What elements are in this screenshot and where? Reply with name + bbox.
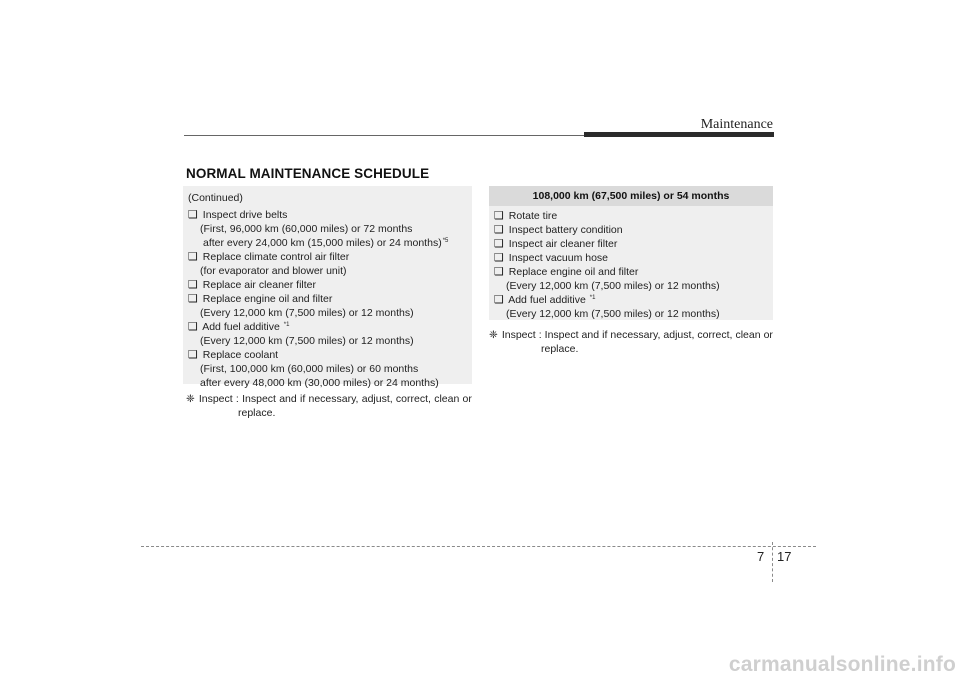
note-text-line: Inspect : Inspect and if necessary, adjust, correct, clean or [501,329,773,341]
list-item [494,251,773,265]
list-item [188,250,472,264]
list-item [494,209,773,223]
list-item [188,208,472,222]
checkbox-icon: ❑ [188,349,198,361]
item-detail: after every 24,000 km (15,000 miles) or 24 months)$^{*5}$ [203,237,449,249]
item-label: Replace coolant [202,349,279,361]
inspect-note-left [186,392,472,420]
item-detail: (for evaporator and blower unit) [200,265,347,277]
page-number: 17 [777,549,792,564]
interval-heading: 108,000 km (67,500 miles) or 54 months [489,186,773,206]
item-detail: (Every 12,000 km (7,500 miles) or 12 months) [200,307,414,319]
checkbox-icon: ❑ [494,224,504,236]
list-item [494,237,773,251]
list-item [494,223,773,237]
note-symbol-icon: ❈ [186,393,195,405]
note-text-continuation: replace. [238,407,276,419]
item-detail: (Every 12,000 km (7,500 miles) or 12 months) [200,335,414,347]
checkbox-icon: ❑ [494,210,504,222]
left-schedule-panel [183,186,472,389]
list-item [188,278,472,292]
note-symbol-icon: ❈ [489,329,498,341]
chapter-number: 7 [757,549,765,564]
item-label: Replace engine oil and filter [508,266,639,278]
list-item [494,265,773,279]
item-label: Add fuel additive [202,321,280,333]
item-label: Add fuel additive [508,294,586,306]
footnote-marker: *1 [589,294,596,301]
item-detail: after every 48,000 km (30,000 miles) or 24 months) [200,377,439,389]
item-label: Rotate tire [508,210,558,222]
note-text-continuation: replace. [541,343,579,355]
watermark: carmanualsonline.info [728,653,956,676]
list-item [188,292,472,306]
continued-label: (Continued) [188,192,243,204]
item-detail: (Every 12,000 km (7,500 miles) or 12 months) [506,280,720,292]
checkbox-icon: ❑ [494,252,504,264]
checkbox-icon: ❑ [494,238,504,250]
footnote-marker: *5 [442,237,449,244]
list-item [494,293,773,307]
list-item [188,320,472,334]
header-rule-thick [584,132,774,137]
item-label: Replace air cleaner filter [202,279,317,291]
item-label: Inspect drive belts [202,209,288,221]
inspect-note-right [489,328,773,356]
item-label: Inspect battery condition [508,224,623,236]
item-label: Inspect vacuum hose [508,252,609,264]
checkbox-icon: ❑ [494,294,504,306]
checkbox-icon: ❑ [188,209,198,221]
footnote-marker: *1 [283,321,290,328]
checkbox-icon: ❑ [188,321,198,333]
checkbox-icon: ❑ [188,251,198,263]
right-schedule-panel [489,186,773,320]
item-detail: (Every 12,000 km (7,500 miles) or 12 months) [506,308,720,320]
section-header: Maintenance [700,117,773,132]
header-rule-thin [184,135,584,136]
item-label: Replace climate control air filter [202,251,350,263]
checkbox-icon: ❑ [188,293,198,305]
item-detail: (First, 96,000 km (60,000 miles) or 72 months [200,223,413,235]
note-text-line: Inspect : Inspect and if necessary, adjust, correct, clean or [198,393,472,405]
list-item [188,348,472,362]
checkbox-icon: ❑ [188,279,198,291]
item-label: Replace engine oil and filter [202,293,333,305]
page-title: NORMAL MAINTENANCE SCHEDULE [186,166,430,181]
checkbox-icon: ❑ [494,266,504,278]
item-detail: (First, 100,000 km (60,000 miles) or 60 months [200,363,419,375]
footer-dashed-rule [141,546,816,547]
footer-dashed-divider [772,542,773,582]
item-label: Inspect air cleaner filter [508,238,618,250]
